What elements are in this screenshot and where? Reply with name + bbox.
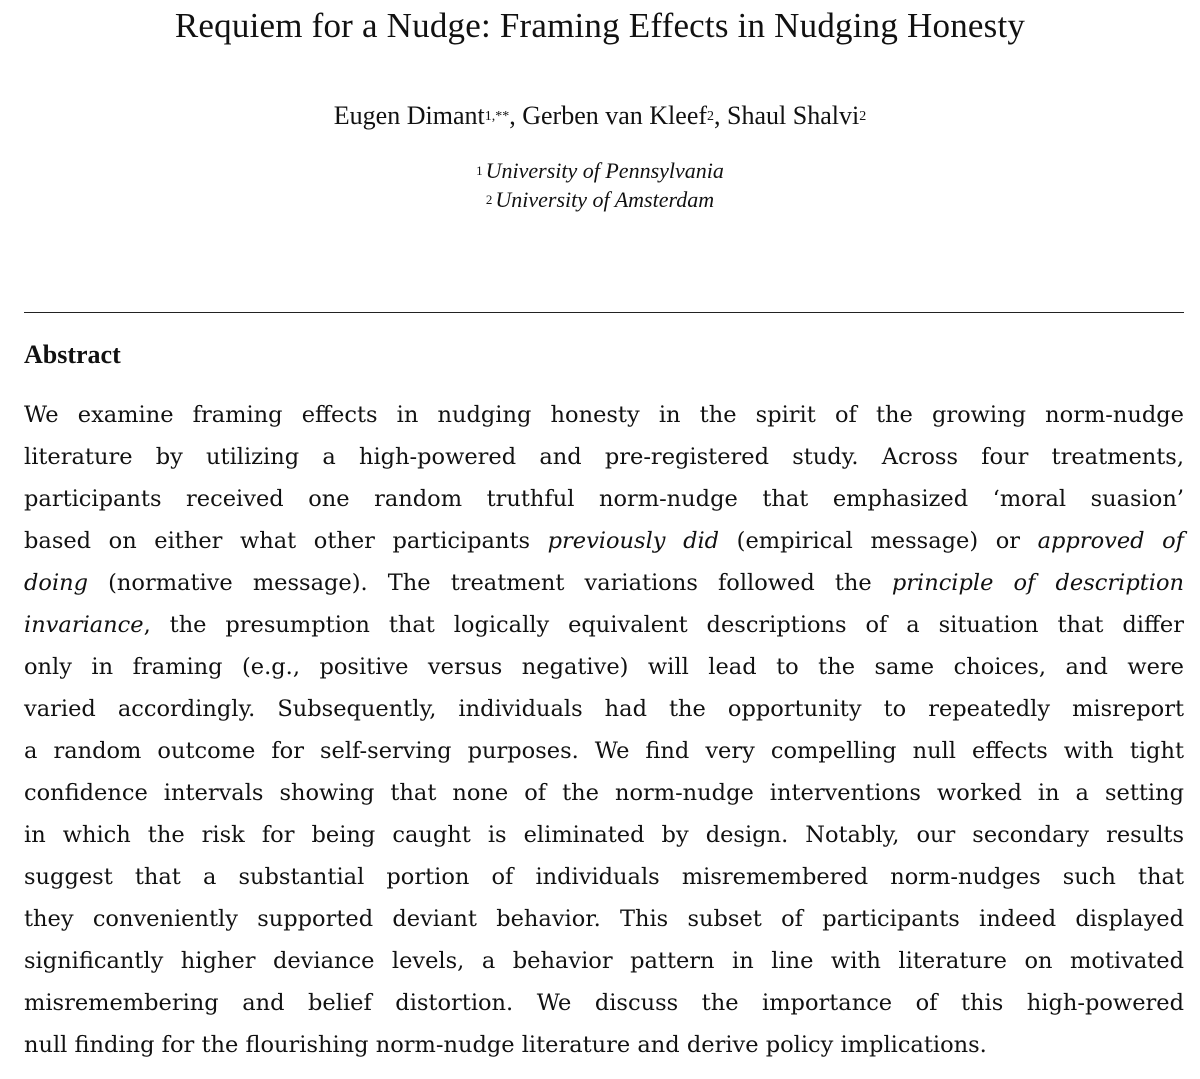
abstract-emphasis: previously did — [547, 528, 720, 554]
author-name: Eugen Dimant — [333, 101, 485, 130]
abstract-emphasis: approved of — [1037, 528, 1185, 554]
abstract-text: suggest that a substantial portion of individuals misremembered norm-nudges such that — [24, 864, 1184, 890]
author-name: Gerben van Kleef — [522, 101, 708, 130]
abstract-line — [24, 478, 1184, 520]
abstract-text: varied accordingly. Subsequently, individuals had the opportunity to repeatedly misreport — [24, 696, 1184, 722]
abstract-text: , the presumption that logically equivalent descriptions of a situation that differ — [143, 612, 1184, 638]
abstract-text: participants received one random truthful norm-nudge that emphasized ‘moral suasion’ — [24, 486, 1184, 512]
abstract-line — [24, 1024, 1184, 1066]
author-separator: , — [509, 101, 523, 130]
abstract-text: null finding for the flourishing norm-nudge literature and derive policy implications. — [24, 1032, 987, 1058]
author-affiliation-mark: 2 — [859, 109, 867, 124]
author-list — [0, 96, 1200, 141]
abstract-text: (empirical message) or — [719, 528, 1038, 554]
affiliation-name: University of Pennsylvania — [485, 158, 724, 183]
abstract-text: confidence intervals showing that none of the norm-nudge interventions worked in a setting — [24, 780, 1184, 806]
abstract-line — [24, 520, 1184, 562]
abstract-line — [24, 646, 1184, 688]
abstract-emphasis: doing — [24, 570, 89, 596]
abstract-text: based on either what other participants — [24, 528, 548, 554]
author-name: Shaul Shalvi — [727, 101, 860, 130]
abstract-text: misremembering and belief distortion. We discuss the importance of this high-powered — [24, 990, 1184, 1016]
abstract-line — [24, 856, 1184, 898]
abstract-emphasis: invariance — [24, 612, 144, 638]
paper-title: Requiem for a Nudge: Framing Effects in Nudging Honesty — [174, 6, 1026, 45]
affiliation — [0, 186, 1200, 217]
abstract-text: in which the risk for being caught is eliminated by design. Notably, our secondary results — [24, 822, 1184, 848]
abstract-line — [24, 898, 1184, 940]
abstract-line — [24, 562, 1184, 604]
abstract-emphasis: principle of description — [891, 570, 1184, 596]
abstract-heading: Abstract — [24, 340, 121, 369]
abstract-text: they conveniently supported deviant behavior. This subset of participants indeed displayed — [24, 906, 1184, 932]
abstract-line — [24, 940, 1184, 982]
abstract-line — [24, 982, 1184, 1024]
author-affiliation-mark: 1,** — [484, 109, 510, 124]
abstract-text: a random outcome for self-serving purposes. We find very compelling null effects with tight — [24, 738, 1184, 764]
abstract-text: (normative message). The treatment variations followed the — [88, 570, 892, 596]
affiliation-name: University of Amsterdam — [495, 187, 715, 212]
abstract-text: We examine framing effects in nudging honesty in the spirit of the growing norm-nudge — [24, 402, 1184, 428]
abstract-line — [24, 394, 1184, 436]
affiliation — [0, 157, 1200, 188]
author-separator: , — [714, 101, 728, 130]
abstract-line — [24, 688, 1184, 730]
abstract-line — [24, 604, 1184, 646]
abstract-text: only in framing (e.g., positive versus negative) will lead to the same choices, and were — [24, 654, 1184, 680]
affiliation-mark: 1 — [476, 163, 483, 178]
affiliation-mark: 2 — [485, 192, 493, 207]
abstract-text: literature by utilizing a high-powered and pre-registered study. Across four treatments, — [24, 444, 1184, 470]
abstract-line — [24, 814, 1184, 856]
abstract-text: significantly higher deviance levels, a behavior pattern in line with literature on motivated — [24, 948, 1184, 974]
abstract-line — [24, 772, 1184, 814]
abstract-body — [24, 394, 1184, 1066]
horizontal-rule — [24, 312, 1184, 313]
abstract-line — [24, 730, 1184, 772]
abstract-line — [24, 436, 1184, 478]
author-affiliation-mark: 2 — [707, 109, 715, 124]
